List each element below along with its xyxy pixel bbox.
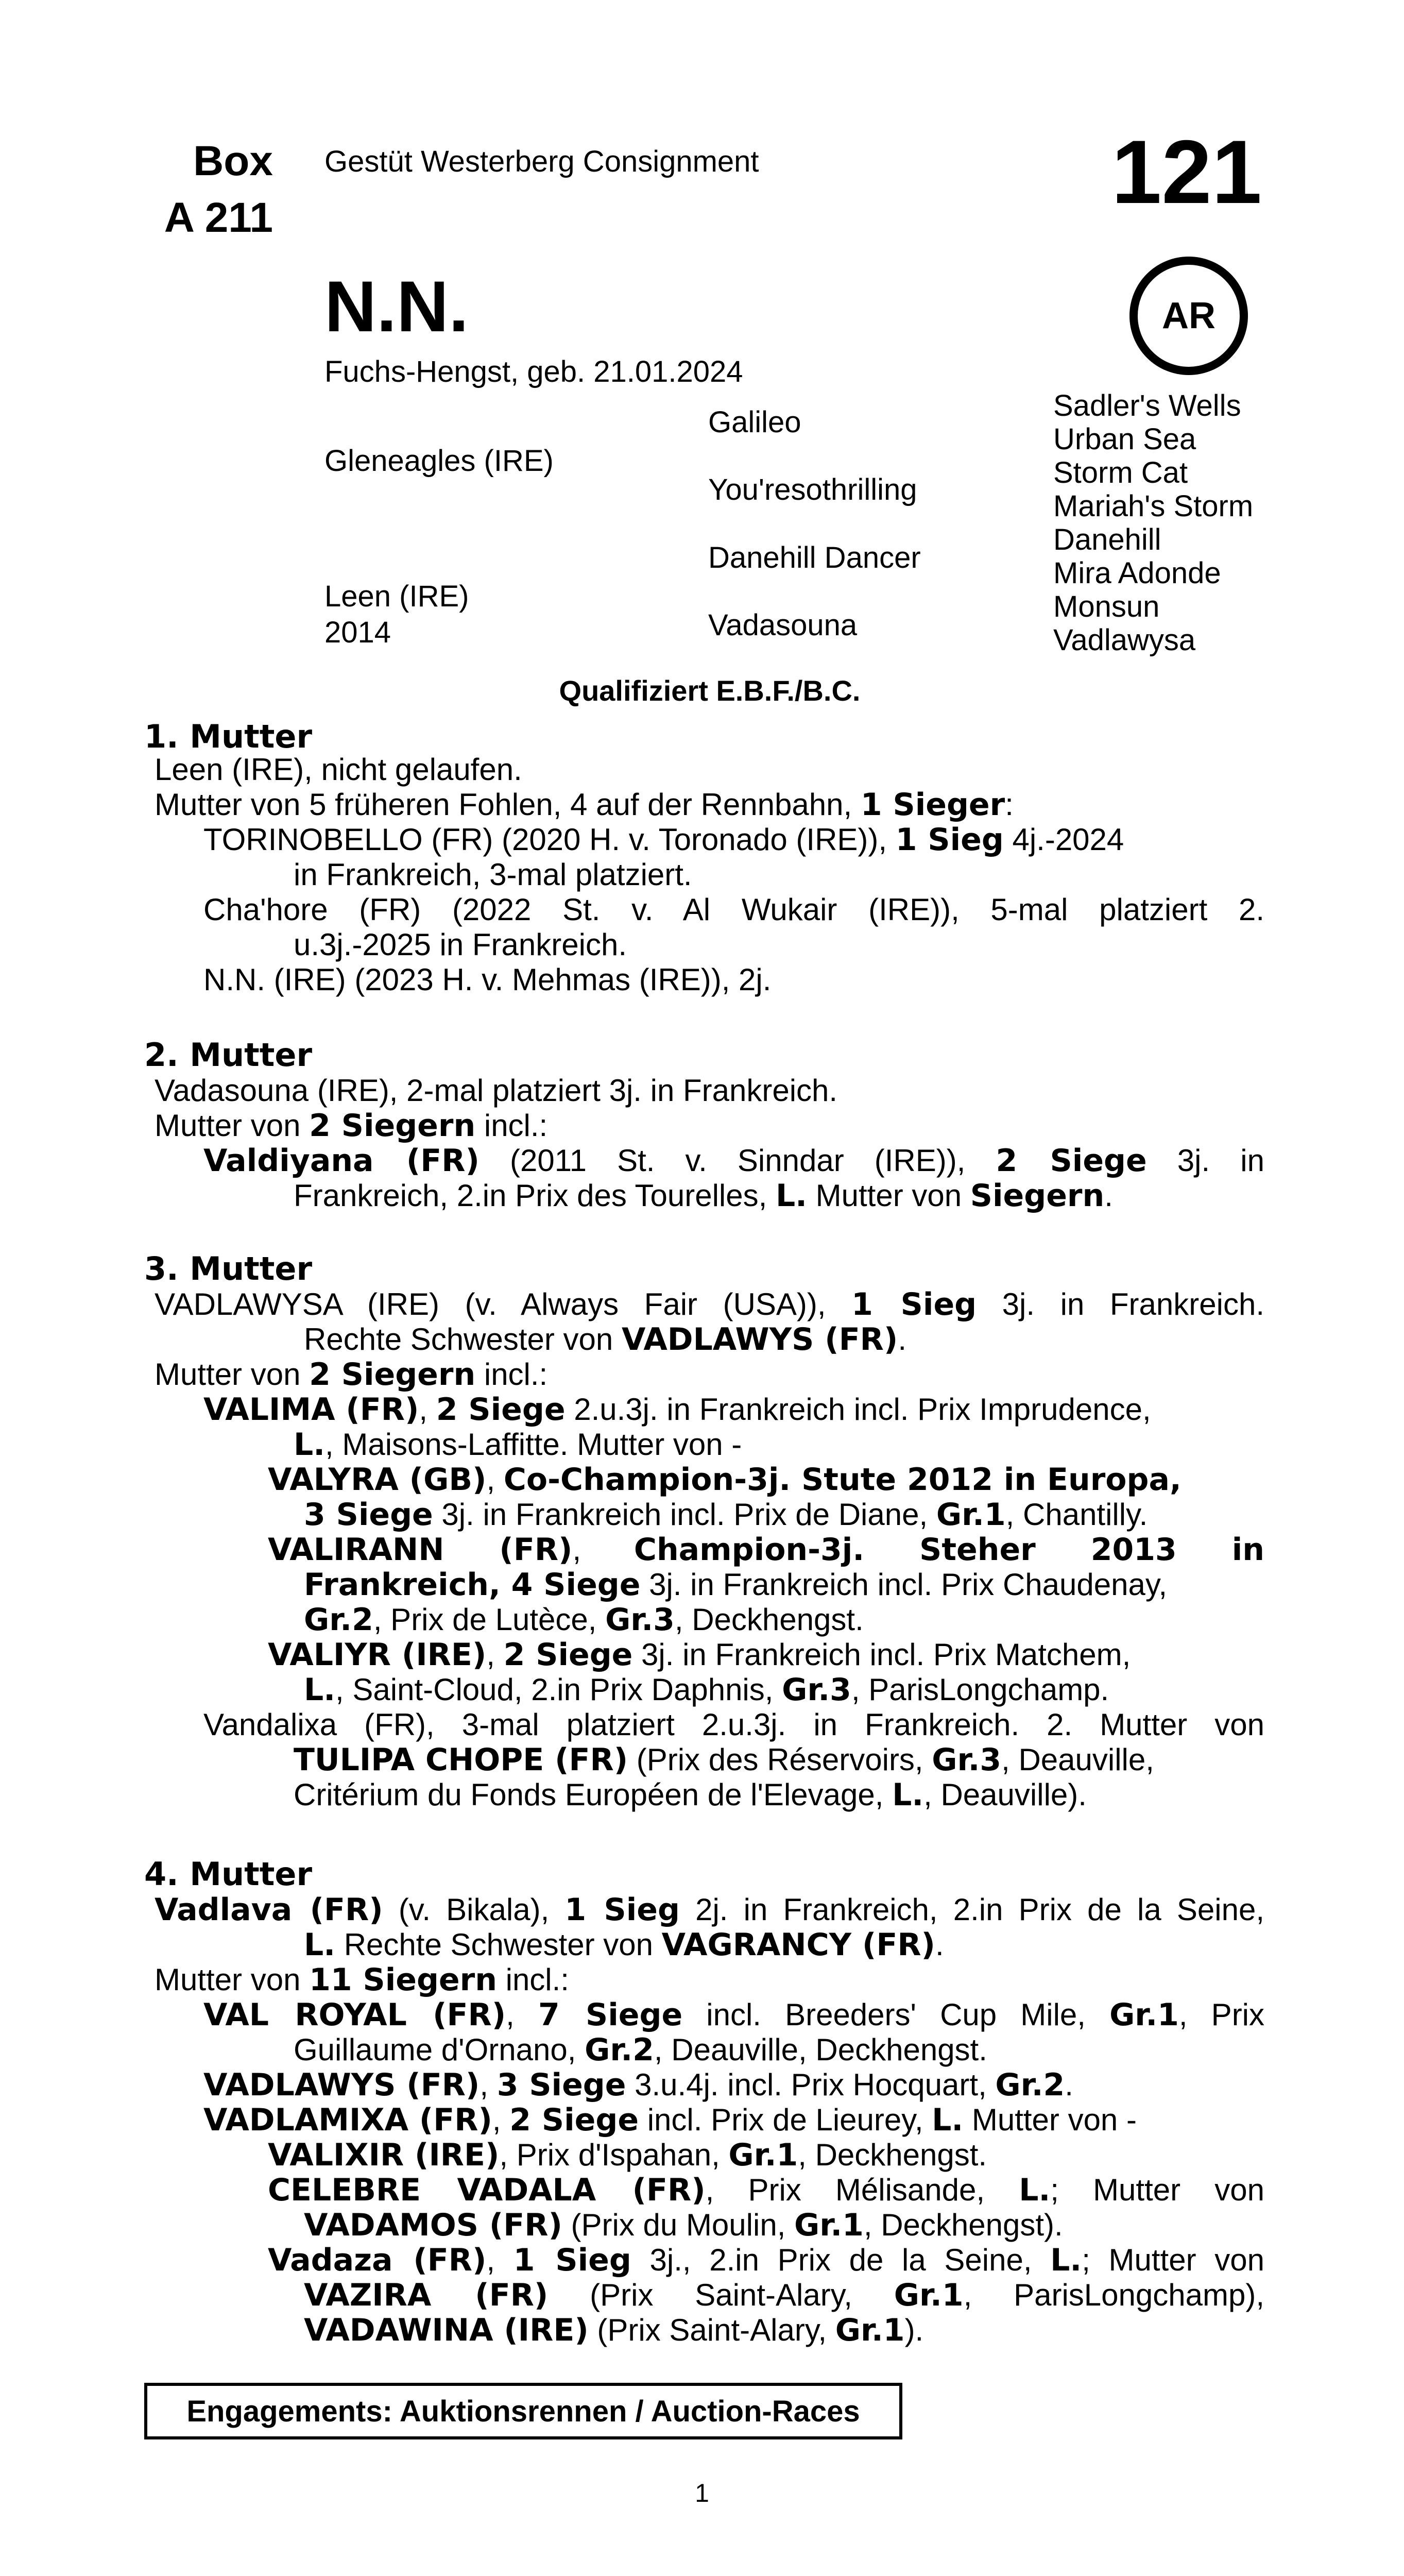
s3-line: VALIYR (IRE), 2 Siege 3j. in Frankreich incl. Prix Matchem, bbox=[268, 1637, 1131, 1673]
s4-line: VADAWINA (IRE) (Prix Saint-Alary, Gr.1). bbox=[304, 2312, 924, 2348]
pedigree-granddam-paternal: You'resothrilling bbox=[708, 473, 917, 506]
s3-line: Mutter von 2 Siegern incl.: bbox=[155, 1357, 548, 1393]
consignor: Gestüt Westerberg Consignment bbox=[324, 145, 759, 178]
box-label bbox=[129, 133, 273, 246]
s1-line: Cha'hore (FR) (2022 St. v. Al Wukair (IRE)), 5-mal platziert 2. bbox=[203, 892, 1264, 927]
pedigree-great-grandparents bbox=[1053, 389, 1253, 657]
s4-line: VADLAWYS (FR), 3 Siege 3.u.4j. incl. Prix Hocquart, Gr.2. bbox=[203, 2067, 1073, 2103]
s4-line: VAZIRA (FR) (Prix Saint-Alary, Gr.1, ParisLongchamp), bbox=[304, 2277, 1264, 2313]
pedigree-ggp: Storm Cat bbox=[1053, 456, 1188, 489]
pedigree-ggp: Urban Sea bbox=[1053, 422, 1196, 456]
pedigree-grandsire-paternal: Galileo bbox=[708, 405, 801, 439]
engagements-text: Engagements: Auktionsrennen / Auction-Races bbox=[186, 2394, 860, 2428]
pedigree-ggp: Mira Adonde bbox=[1053, 556, 1221, 590]
pedigree-sire: Gleneagles (IRE) bbox=[324, 444, 554, 478]
ar-badge-icon bbox=[1129, 257, 1248, 375]
s1-line: TORINOBELLO (FR) (2020 H. v. Toronado (IRE)), 1 Sieg 4j.-2024 bbox=[203, 822, 1124, 858]
badge-text: AR bbox=[1162, 295, 1215, 336]
s1-line: Mutter von 5 früheren Fohlen, 4 auf der Rennbahn, 1 Sieger: bbox=[155, 787, 1014, 823]
s1-line: Leen (IRE), nicht gelaufen. bbox=[155, 752, 522, 787]
s3-line: TULIPA CHOPE (FR) (Prix des Réservoirs, Gr.3, Deauville, bbox=[294, 1742, 1154, 1778]
s4-line: Vadaza (FR), 1 Sieg 3j., 2.in Prix de la Seine, L.; Mutter von bbox=[268, 2242, 1264, 2278]
pedigree-grandsire-maternal: Danehill Dancer bbox=[708, 541, 921, 574]
qualification: Qualifiziert E.B.F./B.C. bbox=[559, 674, 861, 707]
s2-line: Frankreich, 2.in Prix des Tourelles, L. Mutter von Siegern. bbox=[294, 1178, 1113, 1214]
section-1-heading: 1. Mutter bbox=[144, 718, 313, 755]
s3-line: L., Saint-Cloud, 2.in Prix Daphnis, Gr.3, ParisLongchamp. bbox=[304, 1672, 1109, 1708]
s4-line: VAL ROYAL (FR), 7 Siege incl. Breeders' Cup Mile, Gr.1, Prix bbox=[203, 1997, 1264, 2033]
pedigree-dam: Leen (IRE) bbox=[324, 580, 469, 613]
s3-line: VALIMA (FR), 2 Siege 2.u.3j. in Frankreich incl. Prix Imprudence, bbox=[203, 1392, 1151, 1428]
pedigree-ggp: Monsun bbox=[1053, 590, 1160, 623]
s1-line: u.3j.-2025 in Frankreich. bbox=[294, 927, 627, 962]
s3-line: 3 Siege 3j. in Frankreich incl. Prix de Diane, Gr.1, Chantilly. bbox=[304, 1497, 1148, 1533]
s3-line: VALYRA (GB), Co-Champion-3j. Stute 2012 in Europa, bbox=[268, 1462, 1182, 1498]
s3-line: Rechte Schwester von VADLAWYS (FR). bbox=[304, 1321, 906, 1358]
s3-line: Gr.2, Prix de Lutèce, Gr.3, Deckhengst. bbox=[304, 1602, 864, 1638]
lot-number: 121 bbox=[1111, 122, 1262, 223]
engagements-box bbox=[144, 2383, 902, 2439]
horse-description: Fuchs-Hengst, geb. 21.01.2024 bbox=[324, 355, 743, 388]
s4-line: Guillaume d'Ornano, Gr.2, Deauville, Deckhengst. bbox=[294, 2032, 987, 2068]
pedigree-ggp: Sadler's Wells bbox=[1053, 389, 1241, 422]
box-line-1: Box bbox=[193, 138, 273, 184]
pedigree-ggp: Mariah's Storm bbox=[1053, 489, 1254, 523]
section-2-heading: 2. Mutter bbox=[144, 1036, 313, 1074]
s4-line: Vadlava (FR) (v. Bikala), 1 Sieg 2j. in Frankreich, 2.in Prix de la Seine, bbox=[155, 1892, 1264, 1928]
page-number: 1 bbox=[695, 2479, 709, 2507]
s1-line: N.N. (IRE) (2023 H. v. Mehmas (IRE)), 2j. bbox=[203, 962, 772, 997]
s3-line: L., Maisons-Laffitte. Mutter von - bbox=[294, 1427, 742, 1463]
pedigree-granddam-maternal: Vadasouna bbox=[708, 608, 858, 642]
s2-line: Valdiyana (FR) (2011 St. v. Sinndar (IRE)), 2 Siege 3j. in bbox=[203, 1143, 1264, 1179]
pedigree-ggp: Vadlawysa bbox=[1053, 623, 1196, 657]
s4-line: Mutter von 11 Siegern incl.: bbox=[155, 1962, 569, 1998]
s3-line: Critérium du Fonds Européen de l'Elevage, L., Deauville). bbox=[294, 1777, 1087, 1813]
s3-line: VALIRANN (FR), Champion-3j. Steher 2013 in bbox=[268, 1532, 1265, 1568]
s3-line: Frankreich, 4 Siege 3j. in Frankreich incl. Prix Chaudenay, bbox=[304, 1567, 1168, 1603]
s2-line: Vadasouna (IRE), 2-mal platziert 3j. in Frankreich. bbox=[155, 1073, 838, 1108]
horse-name: N.N. bbox=[324, 266, 469, 347]
s4-line: VADLAMIXA (FR), 2 Siege incl. Prix de Lieurey, L. Mutter von - bbox=[203, 2102, 1137, 2138]
s2-line: Mutter von 2 Siegern incl.: bbox=[155, 1108, 548, 1144]
section-4-heading: 4. Mutter bbox=[144, 1855, 313, 1893]
s4-line: L. Rechte Schwester von VAGRANCY (FR). bbox=[304, 1927, 944, 1963]
s1-line: in Frankreich, 3-mal platziert. bbox=[294, 857, 692, 892]
s4-line: CELEBRE VADALA (FR), Prix Mélisande, L.; Mutter von bbox=[268, 2172, 1264, 2208]
section-3-heading: 3. Mutter bbox=[144, 1250, 313, 1287]
pedigree-dam-year: 2014 bbox=[324, 616, 391, 649]
s3-line: Vandalixa (FR), 3-mal platziert 2.u.3j. in Frankreich. 2. Mutter von bbox=[203, 1707, 1264, 1742]
s3-line: VADLAWYSA (IRE) (v. Always Fair (USA)), 1 Sieg 3j. in Frankreich. bbox=[155, 1286, 1264, 1323]
box-line-2: A 211 bbox=[164, 194, 273, 241]
pedigree-ggp: Danehill bbox=[1053, 523, 1161, 556]
s4-line: VADAMOS (FR) (Prix du Moulin, Gr.1, Deckhengst). bbox=[304, 2207, 1063, 2243]
s4-line: VALIXIR (IRE), Prix d'Ispahan, Gr.1, Deckhengst. bbox=[268, 2137, 987, 2173]
